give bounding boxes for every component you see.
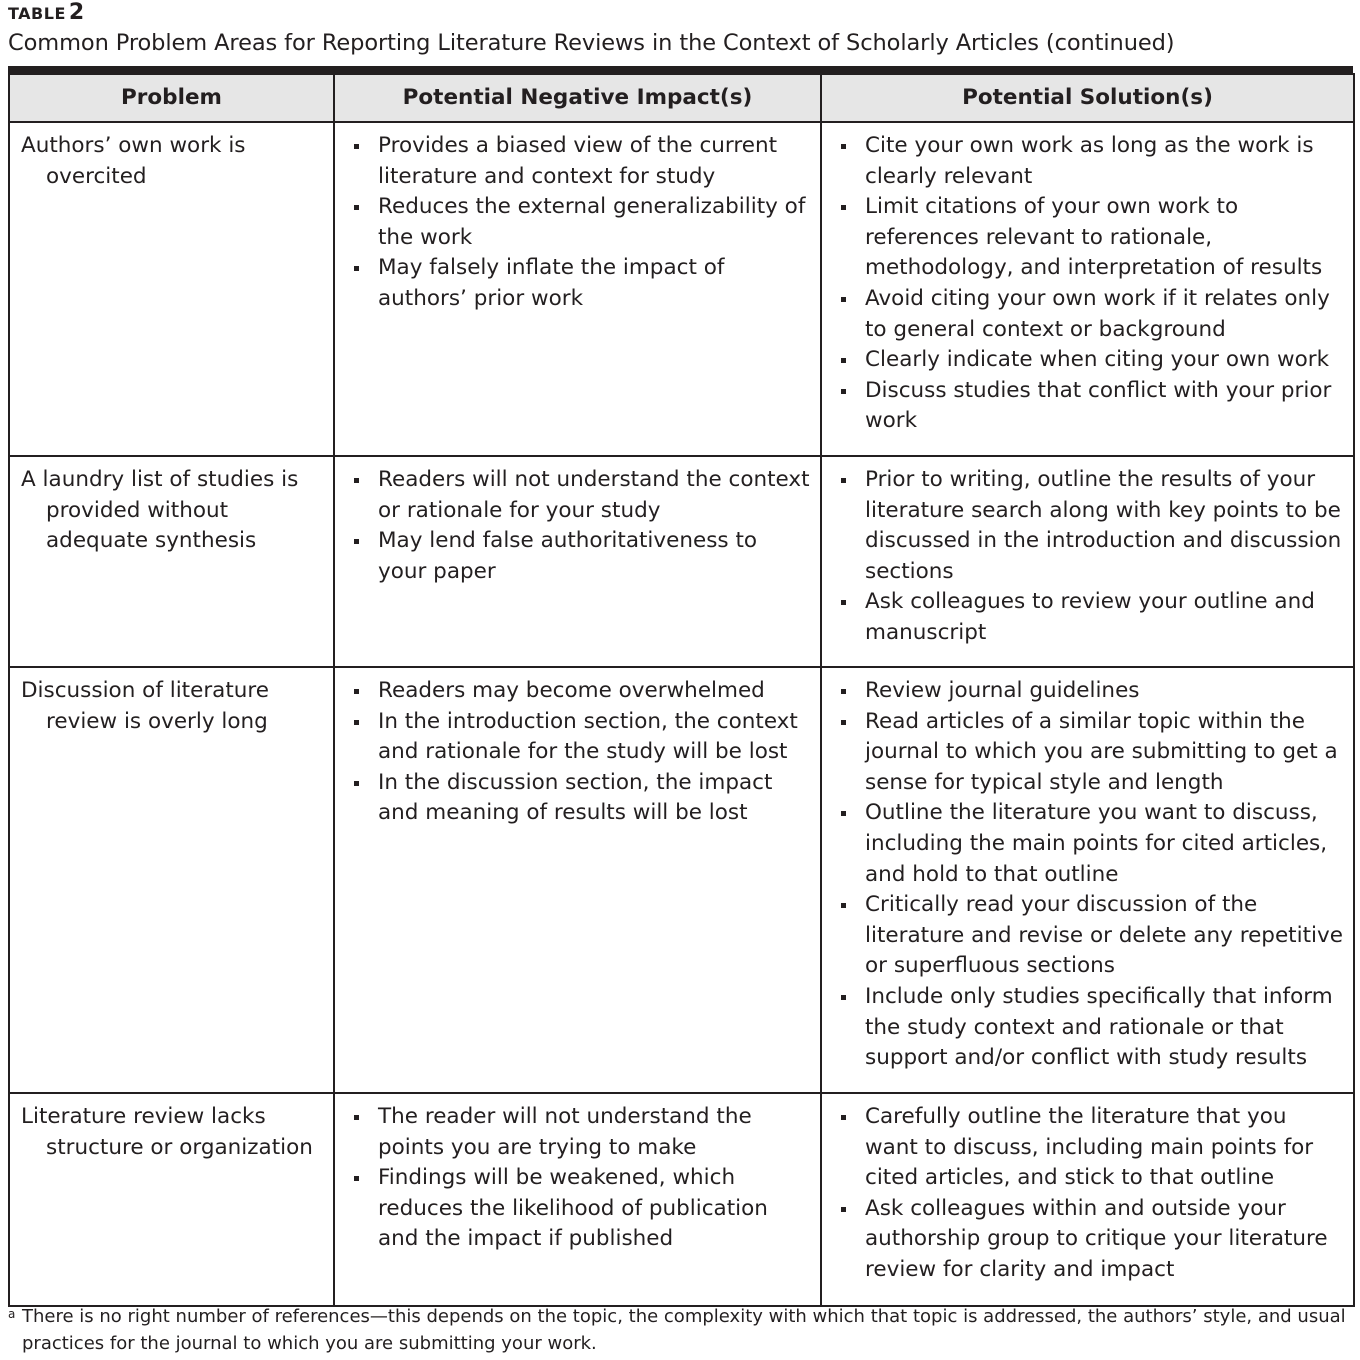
solution-item: Critically read your discussion of the literature and revise or delete any repetitive or superfluous sections — [833, 890, 1345, 982]
problem-cell — [9, 122, 334, 456]
problem-text: A laundry list of studies is provided without adequate synthesis — [21, 467, 299, 554]
impacts-cell — [334, 122, 821, 456]
table-row — [9, 456, 1354, 667]
impact-item: Findings will be weakened, which reduces the likelihood of publication and the impact if published — [346, 1163, 812, 1255]
impact-item: Provides a biased view of the current literature and context for study — [346, 131, 812, 192]
impact-item: May falsely inflate the impact of authors’ prior work — [346, 253, 812, 314]
solutions-cell — [821, 1093, 1354, 1306]
solution-item: Read articles of a similar topic within the journal to which you are submitting to get a sense for typical style and length — [833, 707, 1345, 799]
solution-item: Include only studies specifically that inform the study context and rationale or that support and/or conflict with study results — [833, 982, 1345, 1074]
solution-item: Outline the literature you want to discuss, including the main points for cited articles, and hold to that outline — [833, 798, 1345, 890]
solutions-cell — [821, 122, 1354, 456]
header-row — [9, 74, 1354, 122]
table-row — [9, 667, 1354, 1093]
column-header-solutions: Potential Solution(s) — [821, 74, 1354, 122]
impacts-cell — [334, 667, 821, 1093]
solutions-cell — [821, 456, 1354, 667]
problem-cell — [9, 456, 334, 667]
problem-cell — [9, 1093, 334, 1306]
impacts-list — [346, 676, 812, 829]
problem-text: Discussion of literature review is overly long — [21, 678, 269, 734]
table-label — [8, 0, 85, 25]
problem-areas-table — [8, 73, 1355, 1307]
solutions-list — [833, 131, 1345, 437]
table-number: 2 — [68, 0, 85, 25]
problem-text: Literature review lacks structure or organization — [21, 1104, 313, 1160]
column-header-problem: Problem — [9, 74, 334, 122]
impacts-cell — [334, 1093, 821, 1306]
solution-item: Limit citations of your own work to references relevant to rationale, methodology, and interpretation of results — [833, 192, 1345, 284]
table-footnote — [8, 1303, 1353, 1357]
impact-item: Readers will not understand the context or rationale for your study — [346, 465, 812, 526]
impacts-list — [346, 131, 812, 315]
table-top-rule — [8, 66, 1353, 73]
table-row — [9, 1093, 1354, 1306]
solution-item: Cite your own work as long as the work is clearly relevant — [833, 131, 1345, 192]
impact-item: Reduces the external generalizability of the work — [346, 192, 812, 253]
table-row — [9, 122, 1354, 456]
solutions-cell — [821, 667, 1354, 1093]
solutions-list — [833, 1102, 1345, 1286]
impact-item: In the introduction section, the context and rationale for the study will be lost — [346, 707, 812, 768]
problem-cell — [9, 667, 334, 1093]
table-caption: Common Problem Areas for Reporting Literature Reviews in the Context of Scholarly Articles (continued) — [8, 30, 1175, 56]
solutions-list — [833, 676, 1345, 1074]
solution-item: Avoid citing your own work if it relates only to general context or background — [833, 284, 1345, 345]
impact-item: The reader will not understand the points you are trying to make — [346, 1102, 812, 1163]
solution-item: Ask colleagues within and outside your authorship group to critique your literature review for clarity and impact — [833, 1194, 1345, 1286]
solution-item: Review journal guidelines — [833, 676, 1345, 707]
impacts-cell — [334, 456, 821, 667]
impacts-list — [346, 465, 812, 587]
solutions-list — [833, 465, 1345, 649]
solution-item: Carefully outline the literature that you want to discuss, including main points for cited articles, and stick to that outline — [833, 1102, 1345, 1194]
solution-item: Clearly indicate when citing your own work — [833, 345, 1345, 376]
impact-item: In the discussion section, the impact and meaning of results will be lost — [346, 768, 812, 829]
solution-item: Ask colleagues to review your outline and manuscript — [833, 587, 1345, 648]
footnote-marker: a — [8, 1307, 16, 1321]
impact-item: May lend false authoritativeness to your paper — [346, 526, 812, 587]
impact-item: Readers may become overwhelmed — [346, 676, 812, 707]
problem-text: Authors’ own work is overcited — [21, 133, 246, 189]
solution-item: Discuss studies that conflict with your prior work — [833, 376, 1345, 437]
column-header-negative-impacts: Potential Negative Impact(s) — [334, 74, 821, 122]
table-label-text: TABLE — [8, 4, 66, 23]
solution-item: Prior to writing, outline the results of your literature search along with key points to be discussed in the introduction and discussion sections — [833, 465, 1345, 587]
footnote-text: There is no right number of references—this depends on the topic, the complexity with which that topic is addressed, the authors’ style, and usual practices for the journal to which you are submitting your work. — [22, 1306, 1346, 1354]
impacts-list — [346, 1102, 812, 1255]
